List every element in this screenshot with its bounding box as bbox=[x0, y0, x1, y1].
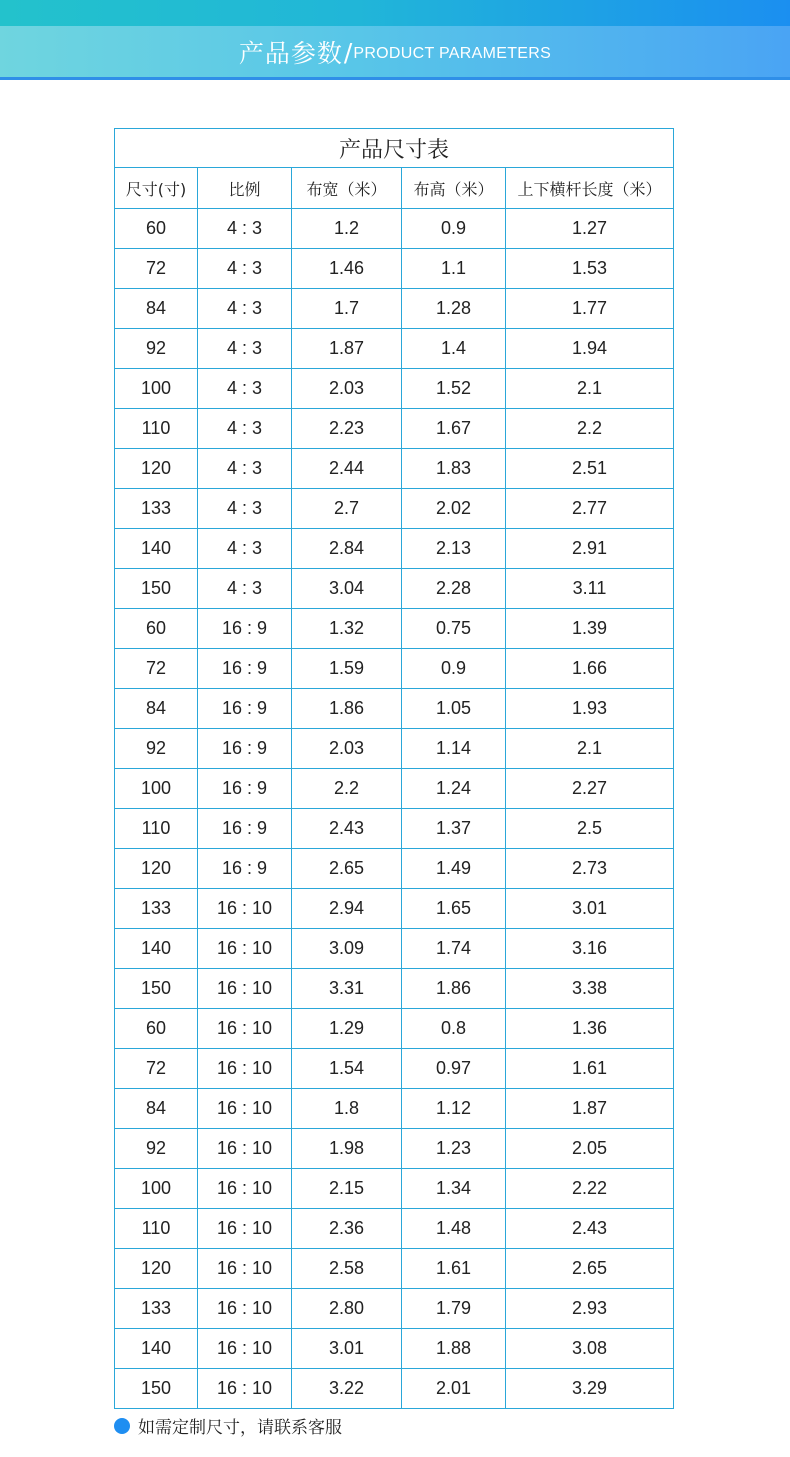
cell-width: 3.01 bbox=[292, 1329, 402, 1369]
cell-width: 2.94 bbox=[292, 889, 402, 929]
cell-bar-length: 2.27 bbox=[506, 769, 674, 809]
cell-bar-length: 2.1 bbox=[506, 729, 674, 769]
table-row bbox=[115, 729, 674, 769]
cell-size: 92 bbox=[115, 729, 198, 769]
cell-bar-length: 2.22 bbox=[506, 1169, 674, 1209]
banner-title-en: PRODUCT PARAMETERS bbox=[353, 45, 552, 62]
table-row bbox=[115, 1329, 674, 1369]
cell-width: 3.31 bbox=[292, 969, 402, 1009]
cell-width: 1.29 bbox=[292, 1009, 402, 1049]
cell-bar-length: 1.53 bbox=[506, 249, 674, 289]
cell-bar-length: 3.16 bbox=[506, 929, 674, 969]
header-ratio: 比例 bbox=[198, 168, 292, 209]
banner-title-cn: 产品参数 bbox=[238, 39, 343, 68]
cell-size: 120 bbox=[115, 449, 198, 489]
cell-height: 1.65 bbox=[402, 889, 506, 929]
table-row bbox=[115, 449, 674, 489]
table-row bbox=[115, 929, 674, 969]
cell-ratio: 16 : 10 bbox=[198, 889, 292, 929]
cell-bar-length: 2.65 bbox=[506, 1249, 674, 1289]
cell-bar-length: 1.39 bbox=[506, 609, 674, 649]
table-row bbox=[115, 1009, 674, 1049]
cell-bar-length: 3.01 bbox=[506, 889, 674, 929]
cell-height: 1.23 bbox=[402, 1129, 506, 1169]
cell-height: 1.37 bbox=[402, 809, 506, 849]
table-row bbox=[115, 529, 674, 569]
cell-bar-length: 2.43 bbox=[506, 1209, 674, 1249]
cell-ratio: 16 : 10 bbox=[198, 1329, 292, 1369]
cell-size: 133 bbox=[115, 489, 198, 529]
cell-width: 2.58 bbox=[292, 1249, 402, 1289]
table-row bbox=[115, 1169, 674, 1209]
cell-bar-length: 1.66 bbox=[506, 649, 674, 689]
cell-bar-length: 3.08 bbox=[506, 1329, 674, 1369]
cell-size: 84 bbox=[115, 1089, 198, 1129]
cell-height: 1.05 bbox=[402, 689, 506, 729]
table-row bbox=[115, 889, 674, 929]
cell-width: 1.2 bbox=[292, 209, 402, 249]
cell-height: 1.12 bbox=[402, 1089, 506, 1129]
table-row bbox=[115, 609, 674, 649]
cell-height: 1.4 bbox=[402, 329, 506, 369]
cell-width: 2.7 bbox=[292, 489, 402, 529]
cell-height: 1.88 bbox=[402, 1329, 506, 1369]
cell-height: 1.61 bbox=[402, 1249, 506, 1289]
cell-size: 110 bbox=[115, 809, 198, 849]
cell-width: 1.98 bbox=[292, 1129, 402, 1169]
table-row bbox=[115, 289, 674, 329]
cell-width: 2.44 bbox=[292, 449, 402, 489]
note-text: 如需定制尺寸，请联系客服 bbox=[138, 1418, 342, 1438]
cell-width: 1.32 bbox=[292, 609, 402, 649]
cell-size: 140 bbox=[115, 929, 198, 969]
cell-height: 1.79 bbox=[402, 1289, 506, 1329]
cell-size: 100 bbox=[115, 1169, 198, 1209]
cell-height: 1.86 bbox=[402, 969, 506, 1009]
cell-width: 1.86 bbox=[292, 689, 402, 729]
cell-width: 3.09 bbox=[292, 929, 402, 969]
cell-size: 60 bbox=[115, 1009, 198, 1049]
cell-ratio: 4 : 3 bbox=[198, 249, 292, 289]
table-body bbox=[115, 209, 674, 1409]
table-header-row bbox=[115, 168, 674, 209]
cell-ratio: 16 : 10 bbox=[198, 1369, 292, 1409]
cell-width: 3.04 bbox=[292, 569, 402, 609]
cell-height: 0.9 bbox=[402, 649, 506, 689]
cell-bar-length: 2.2 bbox=[506, 409, 674, 449]
cell-ratio: 4 : 3 bbox=[198, 569, 292, 609]
cell-ratio: 16 : 10 bbox=[198, 1249, 292, 1289]
table-row bbox=[115, 369, 674, 409]
cell-height: 1.49 bbox=[402, 849, 506, 889]
header-size: 尺寸(寸) bbox=[115, 168, 198, 209]
cell-size: 150 bbox=[115, 969, 198, 1009]
cell-height: 2.01 bbox=[402, 1369, 506, 1409]
cell-ratio: 4 : 3 bbox=[198, 209, 292, 249]
cell-bar-length: 2.5 bbox=[506, 809, 674, 849]
cell-width: 1.46 bbox=[292, 249, 402, 289]
section-banner bbox=[0, 26, 790, 78]
cell-bar-length: 3.29 bbox=[506, 1369, 674, 1409]
cell-size: 150 bbox=[115, 569, 198, 609]
cell-ratio: 16 : 10 bbox=[198, 1169, 292, 1209]
cell-bar-length: 2.77 bbox=[506, 489, 674, 529]
cell-size: 72 bbox=[115, 249, 198, 289]
cell-size: 140 bbox=[115, 529, 198, 569]
cell-height: 0.8 bbox=[402, 1009, 506, 1049]
header-width: 布宽（米） bbox=[292, 168, 402, 209]
cell-size: 110 bbox=[115, 409, 198, 449]
cell-ratio: 16 : 9 bbox=[198, 849, 292, 889]
cell-width: 1.54 bbox=[292, 1049, 402, 1089]
table-row bbox=[115, 409, 674, 449]
table-row bbox=[115, 1249, 674, 1289]
cell-ratio: 16 : 10 bbox=[198, 969, 292, 1009]
cell-size: 72 bbox=[115, 1049, 198, 1089]
cell-bar-length: 3.11 bbox=[506, 569, 674, 609]
cell-width: 2.23 bbox=[292, 409, 402, 449]
cell-ratio: 16 : 10 bbox=[198, 1129, 292, 1169]
table-row bbox=[115, 249, 674, 289]
cell-width: 2.80 bbox=[292, 1289, 402, 1329]
cell-height: 1.34 bbox=[402, 1169, 506, 1209]
cell-ratio: 4 : 3 bbox=[198, 449, 292, 489]
cell-width: 1.59 bbox=[292, 649, 402, 689]
cell-height: 0.75 bbox=[402, 609, 506, 649]
cell-bar-length: 2.51 bbox=[506, 449, 674, 489]
cell-height: 1.74 bbox=[402, 929, 506, 969]
table-row bbox=[115, 649, 674, 689]
cell-bar-length: 1.93 bbox=[506, 689, 674, 729]
header-height: 布高（米） bbox=[402, 168, 506, 209]
cell-bar-length: 1.87 bbox=[506, 1089, 674, 1129]
table-row bbox=[115, 1049, 674, 1089]
cell-size: 120 bbox=[115, 849, 198, 889]
cell-bar-length: 1.61 bbox=[506, 1049, 674, 1089]
table-row bbox=[115, 1289, 674, 1329]
cell-width: 2.84 bbox=[292, 529, 402, 569]
cell-ratio: 16 : 10 bbox=[198, 1049, 292, 1089]
table-row bbox=[115, 329, 674, 369]
cell-size: 150 bbox=[115, 1369, 198, 1409]
table-caption: 产品尺寸表 bbox=[115, 129, 674, 168]
cell-height: 1.83 bbox=[402, 449, 506, 489]
table-row bbox=[115, 209, 674, 249]
cell-ratio: 4 : 3 bbox=[198, 489, 292, 529]
cell-bar-length: 3.38 bbox=[506, 969, 674, 1009]
cell-size: 84 bbox=[115, 689, 198, 729]
cell-height: 1.52 bbox=[402, 369, 506, 409]
table-row bbox=[115, 1089, 674, 1129]
cell-height: 1.67 bbox=[402, 409, 506, 449]
cell-ratio: 16 : 10 bbox=[198, 1089, 292, 1129]
cell-bar-length: 1.94 bbox=[506, 329, 674, 369]
cell-size: 140 bbox=[115, 1329, 198, 1369]
cell-size: 72 bbox=[115, 649, 198, 689]
cell-ratio: 4 : 3 bbox=[198, 329, 292, 369]
cell-size: 120 bbox=[115, 1249, 198, 1289]
cell-ratio: 16 : 9 bbox=[198, 609, 292, 649]
table-row bbox=[115, 489, 674, 529]
table-row bbox=[115, 1369, 674, 1409]
top-color-strip bbox=[0, 0, 790, 26]
cell-height: 1.1 bbox=[402, 249, 506, 289]
header-bar-length: 上下横杆长度（米） bbox=[506, 168, 674, 209]
table-row bbox=[115, 969, 674, 1009]
banner-separator: / bbox=[343, 37, 353, 67]
cell-size: 84 bbox=[115, 289, 198, 329]
cell-height: 1.24 bbox=[402, 769, 506, 809]
bullet-dot-icon bbox=[114, 1418, 130, 1434]
cell-bar-length: 2.05 bbox=[506, 1129, 674, 1169]
cell-height: 2.13 bbox=[402, 529, 506, 569]
cell-ratio: 16 : 9 bbox=[198, 809, 292, 849]
table-row bbox=[115, 1209, 674, 1249]
cell-height: 1.28 bbox=[402, 289, 506, 329]
cell-size: 60 bbox=[115, 609, 198, 649]
cell-width: 1.87 bbox=[292, 329, 402, 369]
cell-ratio: 16 : 9 bbox=[198, 729, 292, 769]
cell-width: 2.03 bbox=[292, 729, 402, 769]
cell-width: 3.22 bbox=[292, 1369, 402, 1409]
cell-height: 0.97 bbox=[402, 1049, 506, 1089]
cell-bar-length: 1.36 bbox=[506, 1009, 674, 1049]
cell-width: 2.43 bbox=[292, 809, 402, 849]
cell-width: 2.65 bbox=[292, 849, 402, 889]
table-row bbox=[115, 689, 674, 729]
table-row bbox=[115, 809, 674, 849]
cell-size: 133 bbox=[115, 1289, 198, 1329]
banner-underline bbox=[0, 77, 790, 80]
cell-height: 1.14 bbox=[402, 729, 506, 769]
cell-size: 92 bbox=[115, 1129, 198, 1169]
cell-bar-length: 2.73 bbox=[506, 849, 674, 889]
cell-ratio: 16 : 9 bbox=[198, 689, 292, 729]
product-size-table bbox=[114, 128, 674, 1409]
table-row bbox=[115, 1129, 674, 1169]
cell-ratio: 4 : 3 bbox=[198, 529, 292, 569]
cell-bar-length: 1.77 bbox=[506, 289, 674, 329]
cell-bar-length: 1.27 bbox=[506, 209, 674, 249]
cell-bar-length: 2.1 bbox=[506, 369, 674, 409]
cell-ratio: 16 : 10 bbox=[198, 1009, 292, 1049]
cell-ratio: 4 : 3 bbox=[198, 289, 292, 329]
cell-ratio: 16 : 10 bbox=[198, 1209, 292, 1249]
cell-ratio: 4 : 3 bbox=[198, 409, 292, 449]
cell-ratio: 16 : 10 bbox=[198, 1289, 292, 1329]
cell-width: 1.7 bbox=[292, 289, 402, 329]
cell-height: 0.9 bbox=[402, 209, 506, 249]
custom-size-note bbox=[114, 1413, 342, 1438]
cell-size: 92 bbox=[115, 329, 198, 369]
table-row bbox=[115, 769, 674, 809]
cell-ratio: 16 : 9 bbox=[198, 769, 292, 809]
cell-size: 60 bbox=[115, 209, 198, 249]
cell-size: 100 bbox=[115, 769, 198, 809]
cell-width: 2.15 bbox=[292, 1169, 402, 1209]
table-row bbox=[115, 849, 674, 889]
cell-bar-length: 2.93 bbox=[506, 1289, 674, 1329]
cell-size: 133 bbox=[115, 889, 198, 929]
cell-width: 2.2 bbox=[292, 769, 402, 809]
cell-width: 2.36 bbox=[292, 1209, 402, 1249]
cell-width: 2.03 bbox=[292, 369, 402, 409]
table-row bbox=[115, 569, 674, 609]
cell-width: 1.8 bbox=[292, 1089, 402, 1129]
cell-height: 1.48 bbox=[402, 1209, 506, 1249]
cell-size: 110 bbox=[115, 1209, 198, 1249]
cell-ratio: 16 : 10 bbox=[198, 929, 292, 969]
cell-ratio: 4 : 3 bbox=[198, 369, 292, 409]
cell-size: 100 bbox=[115, 369, 198, 409]
cell-ratio: 16 : 9 bbox=[198, 649, 292, 689]
cell-height: 2.02 bbox=[402, 489, 506, 529]
cell-bar-length: 2.91 bbox=[506, 529, 674, 569]
cell-height: 2.28 bbox=[402, 569, 506, 609]
